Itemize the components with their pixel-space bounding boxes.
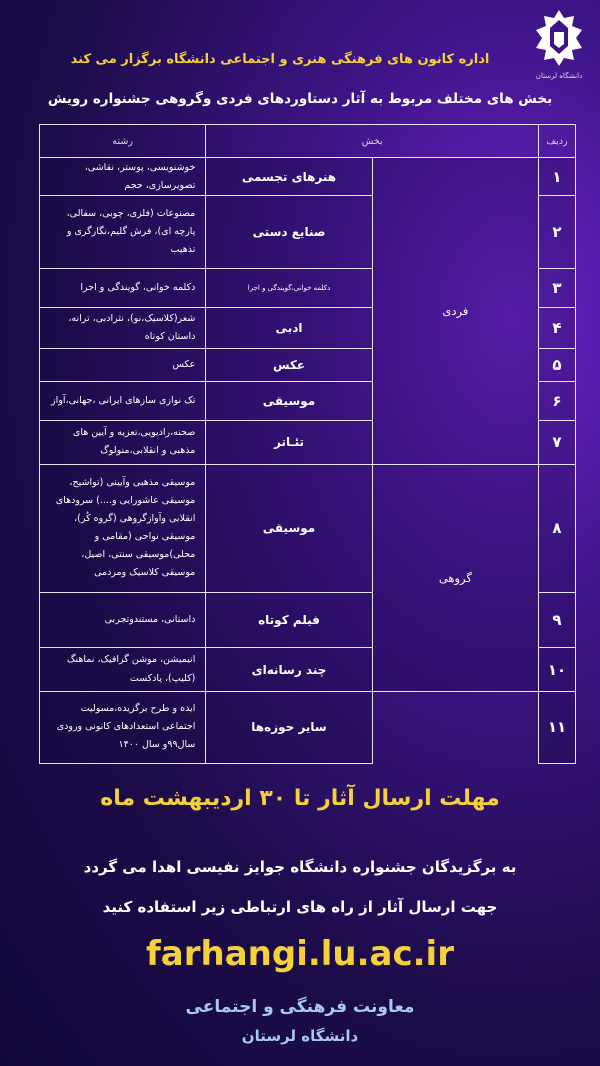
deadline-text: مهلت ارسال آثار تا ۳۰ اردیبهشت ماه xyxy=(100,786,500,811)
header-field: رشته xyxy=(40,125,206,158)
row-section: تئـاتر xyxy=(206,421,372,464)
table-row xyxy=(40,691,576,763)
awards-text: به برگزیدگان جشنواره دانشگاه جوایز نفیسی اهدا می گردد xyxy=(83,858,517,876)
row-num: ۲ xyxy=(539,196,576,268)
row-section: فیلم کوتاه xyxy=(206,592,372,648)
row-field: ایده و طرح برگزیده،مسولیت اجتماعی استعدادهای کانونی ورودی سال۹۹و سال ۱۴۰۰ xyxy=(40,691,206,763)
category-individual: فردی xyxy=(372,158,538,465)
row-field: صحنه،رادیویی،تعزیه و آیین های مذهبی و انقلابی،منولوگ xyxy=(40,421,206,464)
row-num: ۳ xyxy=(539,268,576,307)
row-field: دکلمه خوانی، گویندگی و اجرا xyxy=(40,268,206,307)
row-field: تک نوازی سازهای ایرانی ،جهانی،آواز xyxy=(40,382,206,421)
website-link[interactable]: farhangi.lu.ac.ir xyxy=(146,934,454,974)
row-num: ۱ xyxy=(539,158,576,196)
submission-text: جهت ارسال آثار از راه های ارتباطی زیر استفاده کنید xyxy=(102,898,498,916)
row-num: ۷ xyxy=(539,421,576,464)
row-section: هنرهای تجسمی xyxy=(206,158,372,196)
row-field: شعر(کلاسیک،نو)، نثرادبی، ترانه، داستان کوتاه xyxy=(40,307,206,348)
row-section: ادبی xyxy=(206,307,372,348)
category-group: گروهی xyxy=(372,464,538,691)
row-field: خوشنویسی، پوستر، نقاشی، تصویرسازی، حجم xyxy=(40,158,206,196)
table-row xyxy=(40,158,576,196)
table-row xyxy=(40,464,576,592)
row-section: عکس xyxy=(206,349,372,382)
header-section: بخش xyxy=(206,125,539,158)
row-field: انیمیشن، موشن گرافیک، نماهنگ (کلیپ)، پادکست xyxy=(40,648,206,691)
logo-caption: دانشگاه لرستان xyxy=(535,72,583,80)
row-num: ۱۱ xyxy=(539,691,576,763)
category-empty xyxy=(372,691,538,763)
row-section: دکلمه خوانی،گویندگی و اجرا xyxy=(206,268,372,307)
row-section: صنایع دستی xyxy=(206,196,372,268)
department-name: معاونت فرهنگی و اجتماعی xyxy=(185,997,415,1017)
row-num: ۶ xyxy=(539,382,576,421)
festival-sections-table xyxy=(39,124,576,764)
row-field: داستانی، مستندوتجربی xyxy=(40,592,206,648)
header-line-1: اداره کانون های فرهنگی هنری و اجتماعی دانشگاه برگزار می کند xyxy=(70,52,490,67)
row-num: ۱۰ xyxy=(539,648,576,691)
row-num: ۹ xyxy=(539,592,576,648)
row-section: موسیقی xyxy=(206,464,372,592)
row-field: موسیقی مذهبی وآیینی (تواشیح، موسیقی عاشورایی و....) سرودهای انقلابی وآوازگروهی (گروه کُر)، موسیقی نواحی (مقامی و محلی)موسیقی سنتی، اصیل، موسیقی کلاسیک ومردمی xyxy=(40,464,206,592)
header-line-2: بخش های مختلف مربوط به آثار دستاوردهای فردی وگروهی جشنواره رویش xyxy=(47,91,553,107)
row-field: مصنوعات (فلزی، چوبی، سفالی، پارچه ای)، فرش گلیم،نگارگری و تذهیب xyxy=(40,196,206,268)
row-num: ۴ xyxy=(539,307,576,348)
table-header-row xyxy=(40,125,576,158)
university-name: دانشگاه لرستان xyxy=(241,1027,359,1045)
university-logo xyxy=(532,8,586,80)
row-num: ۸ xyxy=(539,464,576,592)
header-num: ردیف xyxy=(539,125,576,158)
row-section: موسیقی xyxy=(206,382,372,421)
row-field: عکس xyxy=(40,349,206,382)
row-section: چند رسانه‌ای xyxy=(206,648,372,691)
row-num: ۵ xyxy=(539,349,576,382)
row-section: سایر حوزه‌ها xyxy=(206,691,372,763)
